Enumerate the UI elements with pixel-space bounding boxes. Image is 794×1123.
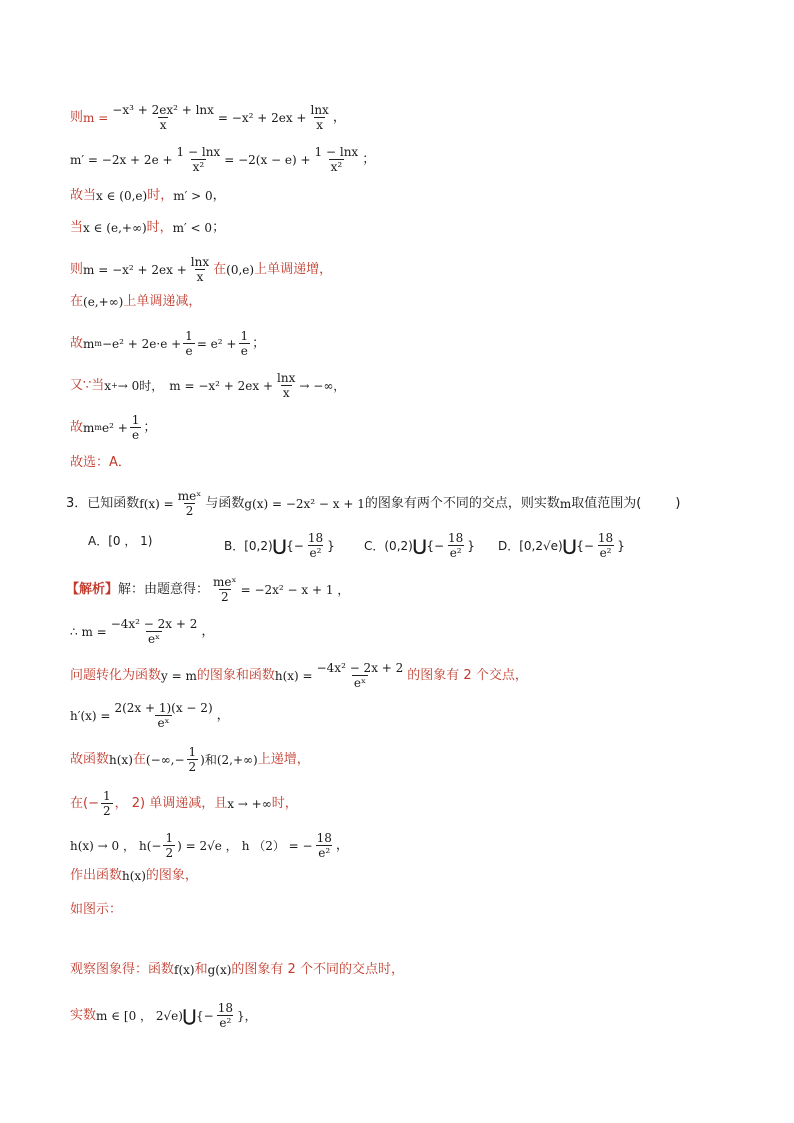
denominator: x bbox=[159, 118, 167, 132]
denominator: x bbox=[196, 270, 204, 284]
fraction bbox=[308, 104, 330, 131]
math: h(x) bbox=[109, 752, 133, 767]
solution-line-1 bbox=[66, 576, 349, 603]
math: h(x) = bbox=[274, 668, 313, 683]
text: 在 bbox=[213, 261, 227, 277]
numerator: 18 bbox=[597, 531, 614, 545]
math: = −2(x − e) + bbox=[224, 152, 311, 167]
text: ； bbox=[362, 151, 376, 167]
denominator: eˣ bbox=[147, 632, 161, 646]
text: 故当 bbox=[70, 188, 97, 203]
text: } bbox=[327, 538, 335, 553]
math: h′(x) = bbox=[70, 708, 111, 723]
line-monotonic-decrease bbox=[70, 294, 201, 310]
numerator: meˣ bbox=[177, 489, 202, 503]
fraction bbox=[101, 790, 113, 817]
text: } bbox=[467, 538, 475, 553]
text: 在 bbox=[132, 751, 146, 767]
math: e² + bbox=[102, 420, 128, 435]
math: = −2x² − x + 1 ， bbox=[240, 582, 350, 597]
union-symbol: ⋃ bbox=[272, 536, 287, 555]
math: f(x) bbox=[174, 963, 195, 977]
math: ∴ m = bbox=[70, 624, 107, 639]
fraction bbox=[275, 372, 297, 399]
denominator: x bbox=[316, 118, 324, 132]
line-decreasing-interval bbox=[70, 220, 225, 236]
math: m bbox=[83, 336, 95, 351]
fraction bbox=[211, 576, 239, 603]
text: 故 bbox=[70, 419, 84, 435]
math: m′ < 0 bbox=[172, 221, 213, 235]
denominator: e² bbox=[449, 546, 462, 560]
math: {− bbox=[196, 1008, 214, 1023]
math: → −∞， bbox=[299, 378, 346, 393]
denominator: e bbox=[240, 344, 248, 358]
denominator: x bbox=[282, 386, 290, 400]
denominator: eˣ bbox=[157, 716, 170, 730]
text: 如图示： bbox=[70, 902, 123, 917]
option-c bbox=[364, 532, 475, 559]
text: 则 bbox=[70, 109, 84, 125]
fraction bbox=[313, 146, 361, 173]
text: {− bbox=[286, 538, 304, 553]
solution-line-2 bbox=[70, 618, 214, 645]
math: ) = 2√e ， bbox=[177, 838, 238, 853]
math: h （2） = − bbox=[241, 838, 313, 853]
text: 取值范围为( bbox=[571, 495, 642, 511]
fraction bbox=[187, 746, 199, 773]
math: m ∈ [0 ， 2√e) bbox=[96, 1008, 183, 1023]
option-label: B．[0,2) bbox=[224, 539, 273, 553]
subscript: + bbox=[111, 380, 118, 390]
math: m = −x² + 2ex + bbox=[169, 378, 274, 393]
line-max-value bbox=[70, 414, 156, 441]
text: 实数 bbox=[70, 1007, 97, 1023]
text: ； bbox=[212, 220, 226, 235]
solution-line-6 bbox=[70, 790, 298, 817]
text: 观察图象得：函数 bbox=[70, 962, 175, 977]
fraction bbox=[110, 104, 216, 131]
text: ； bbox=[252, 335, 266, 351]
math: f(x) = bbox=[139, 496, 174, 511]
fraction bbox=[315, 832, 334, 859]
numerator: 1 bbox=[188, 745, 197, 759]
union-symbol: ⋃ bbox=[562, 536, 577, 555]
union-symbol: ⋃ bbox=[412, 536, 427, 555]
fraction bbox=[176, 490, 204, 517]
denominator: e² bbox=[219, 1016, 232, 1030]
line-limit bbox=[70, 372, 345, 399]
text: 解：由题意得： bbox=[118, 581, 210, 597]
text: ； bbox=[143, 419, 157, 435]
text: ， bbox=[332, 109, 346, 125]
text: 则 bbox=[70, 261, 84, 277]
denominator: x² bbox=[330, 160, 343, 174]
denominator: 2 bbox=[185, 504, 194, 518]
fraction bbox=[163, 832, 175, 859]
solution-line-10 bbox=[70, 962, 404, 978]
math: (0,e) bbox=[226, 262, 255, 277]
text: 作出函数 bbox=[70, 868, 123, 883]
math: x bbox=[104, 378, 112, 393]
math: }， bbox=[237, 1008, 257, 1023]
text: 时， bbox=[146, 220, 173, 235]
numerator: 1 bbox=[131, 413, 140, 427]
text: 的图象有 2 个交点， bbox=[407, 667, 528, 683]
question-number: 3．已知函数 bbox=[66, 495, 140, 511]
text: 又∵当 bbox=[70, 377, 105, 393]
math: = −x² + 2ex + bbox=[217, 110, 307, 125]
math: m′ > 0 bbox=[173, 189, 213, 203]
text: 问题转化为函数 bbox=[70, 667, 162, 683]
math: m = −x² + 2ex + bbox=[83, 262, 187, 277]
math: h(− bbox=[139, 838, 162, 853]
text: 上单调递减， bbox=[123, 294, 202, 309]
text: 在(− bbox=[70, 795, 99, 811]
fraction bbox=[112, 702, 214, 729]
text: 的图象有 2 个不同的交点时， bbox=[231, 962, 404, 977]
math: m bbox=[83, 420, 95, 435]
math: g(x) bbox=[207, 963, 232, 977]
text: ， 2) 单调递减，且 bbox=[114, 795, 228, 811]
solution-line-8 bbox=[70, 868, 198, 884]
text: ， bbox=[216, 707, 230, 723]
text: {− bbox=[576, 538, 594, 553]
solution-line-9 bbox=[70, 902, 122, 918]
union-symbol: ⋃ bbox=[182, 1005, 197, 1025]
math: = e² + bbox=[196, 336, 237, 351]
math: x ∈ (e,+∞) bbox=[83, 221, 147, 235]
option-label: D．[0,2√e) bbox=[498, 539, 563, 553]
denominator: e bbox=[185, 344, 193, 358]
text: 时， bbox=[147, 188, 174, 203]
text: 在 bbox=[70, 294, 84, 309]
numerator: 18 bbox=[217, 1001, 234, 1015]
denominator: 2 bbox=[102, 804, 111, 818]
math: h(x) → 0 ， bbox=[70, 838, 135, 853]
math: y = m bbox=[161, 668, 197, 683]
solution-line-4 bbox=[70, 702, 230, 729]
text: 的图象， bbox=[145, 868, 198, 883]
numerator: 2(2x + 1)(x − 2) bbox=[114, 701, 213, 715]
text: 时， bbox=[271, 795, 298, 811]
math: x ∈ (0,e) bbox=[96, 189, 148, 203]
fraction bbox=[216, 1002, 235, 1029]
numerator: lnx bbox=[310, 103, 329, 117]
text: ， bbox=[212, 188, 226, 203]
numerator: −4x² − 2x + 2 bbox=[110, 617, 198, 631]
option-d bbox=[498, 532, 625, 559]
numerator: 18 bbox=[448, 531, 464, 545]
subscript: m bbox=[94, 338, 102, 348]
analysis-tag: 【解析】 bbox=[66, 581, 119, 597]
numerator: meˣ bbox=[213, 575, 237, 589]
denominator: e² bbox=[318, 846, 331, 860]
math: g(x) = −2x² − x + 1 bbox=[244, 496, 365, 511]
denominator: 2 bbox=[221, 590, 229, 604]
option-label: A．[0 ， 1) bbox=[88, 534, 153, 548]
fraction bbox=[189, 256, 211, 283]
text: 当 bbox=[70, 220, 84, 235]
text: 的图象和函数 bbox=[196, 667, 275, 683]
fraction bbox=[175, 146, 223, 173]
line-monotonic-increase bbox=[70, 256, 332, 283]
text: ) bbox=[675, 495, 681, 511]
fraction bbox=[109, 618, 200, 645]
denominator: e bbox=[132, 428, 140, 442]
math: −e² + 2e·e + bbox=[102, 336, 182, 351]
solution-line-3 bbox=[70, 662, 528, 689]
math: (−∞,− bbox=[145, 752, 185, 767]
math: (2,+∞) bbox=[216, 752, 258, 767]
text: 与函数 bbox=[205, 495, 245, 511]
fraction bbox=[306, 532, 325, 559]
math: )和 bbox=[200, 752, 217, 767]
fraction bbox=[238, 330, 250, 357]
text: } bbox=[617, 538, 625, 553]
numerator: −x³ + 2ex² + lnx bbox=[112, 103, 214, 117]
text: 上递增， bbox=[257, 751, 310, 767]
math: x → +∞ bbox=[227, 796, 272, 811]
line-increasing-interval bbox=[70, 188, 226, 204]
numerator: 1 − lnx bbox=[314, 145, 359, 159]
numerator: 1 bbox=[102, 789, 111, 803]
text: 故 bbox=[70, 335, 84, 351]
numerator: lnx bbox=[277, 371, 296, 385]
solution-line-7 bbox=[70, 832, 349, 859]
numerator: −4x² − 2x + 2 bbox=[316, 661, 404, 675]
denominator: e² bbox=[309, 546, 322, 560]
fraction bbox=[596, 532, 615, 559]
option-b bbox=[224, 532, 335, 559]
fraction bbox=[315, 662, 406, 689]
text: {− bbox=[426, 538, 445, 553]
solution-line-11 bbox=[70, 1002, 257, 1029]
line-maximum bbox=[70, 330, 265, 357]
denominator: eˣ bbox=[353, 676, 367, 690]
question-3 bbox=[66, 490, 680, 517]
math: m = bbox=[83, 110, 109, 125]
line-m-expression bbox=[70, 104, 346, 131]
denominator: x² bbox=[192, 160, 205, 174]
numerator: 1 − lnx bbox=[176, 145, 221, 159]
numerator: 1 bbox=[165, 831, 174, 845]
solution-line-5 bbox=[70, 746, 310, 773]
denominator: 2 bbox=[188, 760, 197, 774]
math: m bbox=[559, 496, 572, 511]
subscript: m bbox=[94, 422, 102, 432]
numerator: 18 bbox=[307, 531, 324, 545]
numerator: 1 bbox=[185, 329, 193, 343]
numerator: 18 bbox=[316, 831, 332, 845]
numerator: lnx bbox=[190, 255, 210, 269]
math: m′ = −2x + 2e + bbox=[70, 152, 173, 167]
denominator: 2 bbox=[165, 846, 174, 860]
text: ， bbox=[335, 837, 349, 853]
option-a bbox=[88, 532, 152, 549]
math: (e,+∞) bbox=[83, 295, 124, 309]
text: 上单调递增， bbox=[254, 261, 333, 277]
fraction bbox=[446, 532, 465, 559]
answer-text: 故选：A． bbox=[70, 455, 131, 470]
fraction bbox=[130, 414, 142, 441]
text: 故函数 bbox=[70, 751, 110, 767]
option-label: C．(0,2) bbox=[364, 539, 413, 553]
denominator: e² bbox=[599, 546, 612, 560]
fraction bbox=[183, 330, 195, 357]
math: h(x) bbox=[122, 869, 146, 883]
text: 的图象有两个不同的交点，则实数 bbox=[364, 495, 560, 511]
line-answer bbox=[70, 455, 131, 471]
text: 和 bbox=[194, 962, 208, 977]
numerator: 1 bbox=[240, 329, 249, 343]
line-m-derivative bbox=[70, 146, 375, 173]
text: ， bbox=[201, 623, 215, 639]
math: → 0时， bbox=[117, 378, 164, 393]
